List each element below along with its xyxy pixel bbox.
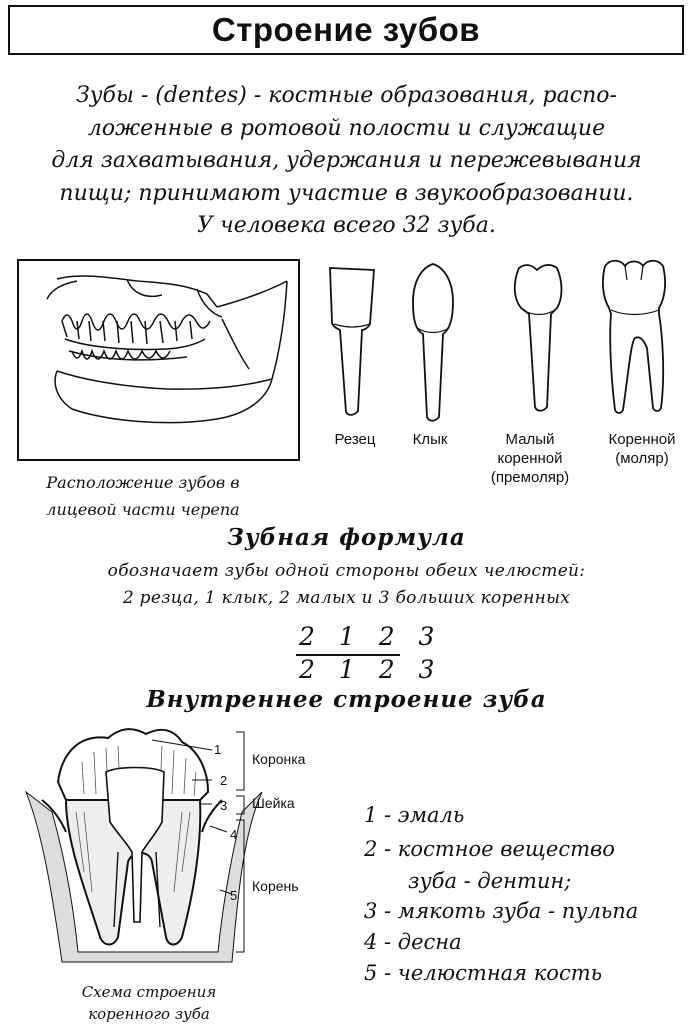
premolar-illustration: [509, 262, 565, 412]
molar-label-line: (моляр): [615, 450, 669, 467]
premolar-label-line: коренной: [497, 450, 563, 467]
intro-line: пищи; принимают участие в звукообразовании.: [59, 180, 634, 206]
skull-caption-line: лицевой части черепа: [46, 500, 240, 519]
structure-heading: Внутреннее строение зуба: [146, 686, 547, 713]
diagram-number-3: 3: [220, 798, 228, 813]
incisor-label: Резец: [334, 431, 376, 448]
premolar-label-line: Малый: [505, 431, 555, 448]
skull-caption: [8, 469, 278, 523]
intro-line: Зубы - (dentes) - костные образования, распо-: [76, 83, 617, 108]
diagram-caption-line: Схема строения: [81, 983, 217, 1001]
premolar-label-line: (премоляр): [490, 469, 570, 486]
legend-item-dentin: 2 - костное вещество: [364, 837, 615, 861]
crown-label: Коронка: [252, 751, 306, 767]
canine-illustration: [409, 262, 459, 422]
legend-item-jaw-bone: 5 - челюстная кость: [364, 961, 603, 985]
diagram-caption-line: коренного зуба: [88, 1005, 210, 1023]
diagram-caption: [54, 981, 244, 1025]
root-label: Корень: [252, 878, 299, 894]
page-title: Строение зубов: [211, 11, 481, 48]
formula-desc-line: 2 резца, 1 клык, 2 малых и 3 больших коренных: [122, 588, 571, 608]
formula-heading: Зубная формула: [227, 524, 466, 551]
legend-item-dentin-cont: зуба - дентин;: [408, 869, 572, 893]
legend-item-gum: 4 - десна: [364, 930, 462, 954]
intro-paragraph: [0, 80, 693, 243]
molar-label-line: Коренной: [608, 431, 676, 448]
canine-label: Клык: [412, 431, 448, 448]
diagram-number-5: 5: [230, 888, 238, 903]
neck-label: Шейка: [252, 795, 295, 811]
molar-label: [590, 430, 693, 468]
legend-item-enamel: 1 - эмаль: [364, 803, 465, 827]
formula-denominator: 2 1 2 3: [299, 655, 443, 684]
incisor-illustration: [328, 266, 378, 416]
molar-illustration: [599, 258, 669, 418]
diagram-number-1: 1: [214, 742, 222, 757]
formula-desc-line: обозначает зубы одной стороны обеих челюстей:: [107, 561, 586, 581]
intro-line: для захватывания, удержания и пережевывания: [51, 148, 642, 173]
title-box: [8, 5, 684, 55]
intro-line: У человека всего 32 зуба.: [197, 213, 496, 238]
skull-jaw-illustration: [17, 259, 300, 461]
intro-line: ложенные в ротовой полости и служащие: [87, 115, 606, 141]
legend-item-pulp: 3 - мякоть зуба - пульпа: [364, 899, 639, 923]
diagram-number-2: 2: [220, 773, 228, 788]
premolar-label: [470, 430, 590, 487]
diagram-number-4: 4: [230, 827, 238, 842]
formula-numerator: 2 1 2 3: [299, 622, 443, 651]
skull-caption-line: Расположение зубов в: [46, 473, 240, 492]
